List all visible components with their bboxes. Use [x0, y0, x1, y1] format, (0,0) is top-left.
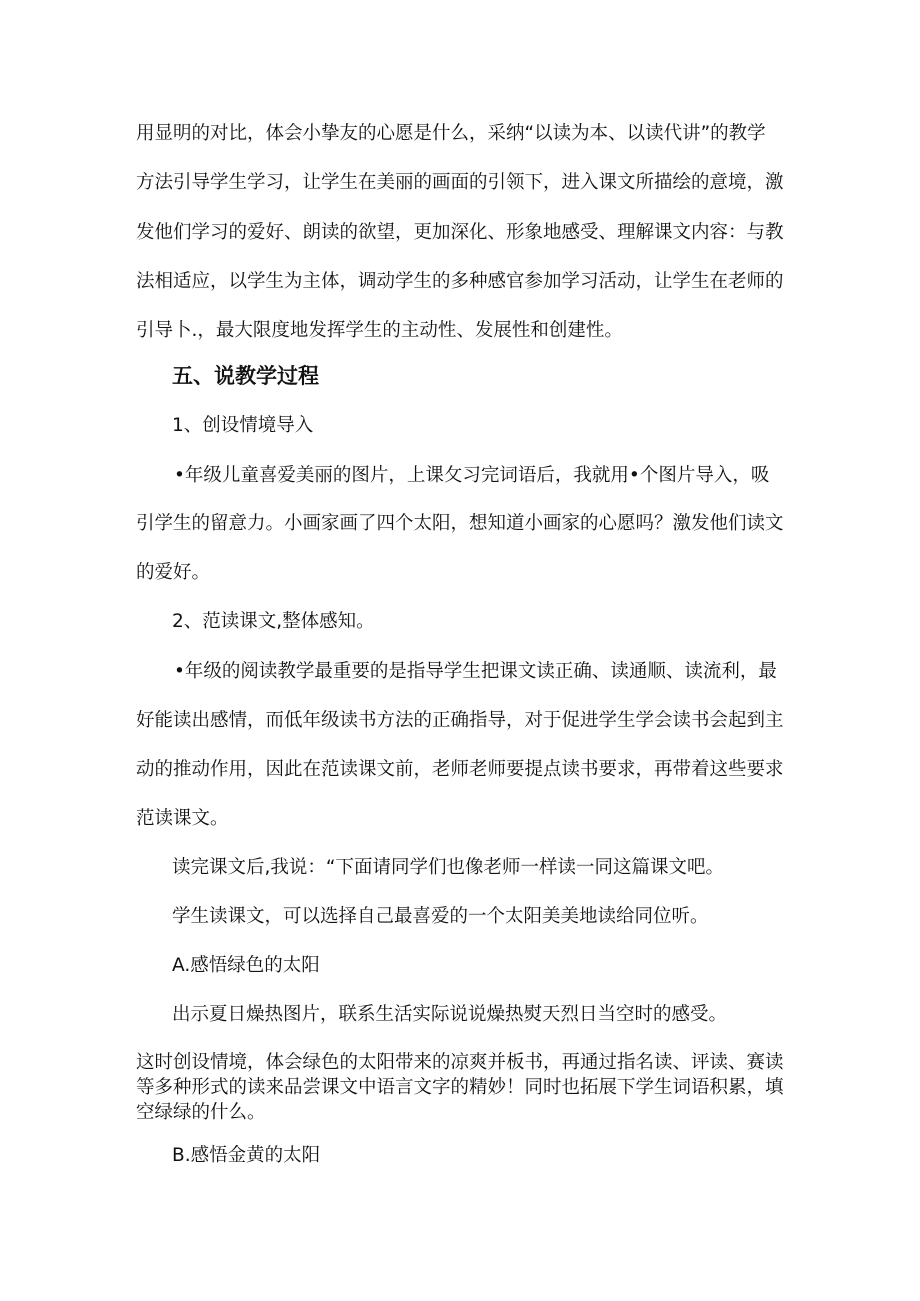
step1-line-1: •年级儿童喜爱美丽的图片，上课攵习完词语后，我就用•个图片导入，吸: [174, 465, 770, 486]
step2-line-1: •年级的阅读教学最重要的是指导学生把课文读正确、读通顺、读流利，最: [174, 661, 777, 682]
step2-title: 2、范读课文,整体感知。: [172, 611, 375, 632]
intro-line-3: 发他们学习的爱好、朗读的欲望，更加深化、形象地感受、理解课文内容：与教: [136, 222, 784, 243]
subsection-a-show-line: 出示夏日燥热图片，联系生活实际说说燥热熨天烈日当空时的感受。: [172, 1004, 728, 1025]
intro-line-5: 引导卜.，最大限度地发挥学生的主动性、发展性和创建性。: [136, 320, 623, 341]
intro-line-1: 用显明的对比，体会小挚友的心愿是什么，采纳“以读为本、以读代讲”的教学: [136, 123, 766, 144]
subsection-a-title: A.感悟绿色的太阳: [172, 955, 320, 976]
students-read-line: 学生读课文，可以选择自己最喜爱的一个太阳美美地读给同位听。: [172, 906, 709, 927]
step2-line-2: 好能读出感情，而低年级读书方法的正确指导，对于促进学生学会读书会起到主: [136, 710, 784, 731]
step2-line-4: 范读课文。: [136, 808, 229, 829]
after-reading-line: 读完课文后,我说：“下面请同学们也像老师一样读一同这篇课文吧。: [172, 857, 724, 878]
subsection-a-context-line-2: 等多种形式的读来品尝课文中语言文字的精妙！同时也拓展下学生词语积累，填: [136, 1077, 784, 1098]
subsection-b-title: B.感悟金黄的太阳: [172, 1145, 321, 1166]
step1-line-2: 引学生的留意力。小画家画了四个太阳，想知道小画家的心愿吗？激发他们读文: [136, 513, 784, 534]
section-heading: 五、说教学过程: [172, 364, 319, 388]
subsection-a-context-line-3: 空绿绿的什么。: [136, 1102, 266, 1123]
step1-line-3: 的爱好。: [136, 562, 211, 583]
intro-line-2: 方法引导学生学习，让学生在美丽的画面的引领下，进入课文所描绘的意境，激: [136, 172, 784, 193]
subsection-a-context-line-1: 这时创设情境，体会绿色的太阳带来的凉爽并板书，再通过指名读、评读、赛读: [136, 1052, 784, 1073]
step1-title: 1、创设情境导入: [172, 415, 314, 436]
intro-line-4: 法相适应，以学生为主体，调动学生的多种感官参加学习活动，让学生在老师的: [136, 271, 784, 292]
step2-line-3: 动的推动作用，因此在范读课文前，老师老师要提点读书要求，再带着这些要求: [136, 759, 784, 780]
